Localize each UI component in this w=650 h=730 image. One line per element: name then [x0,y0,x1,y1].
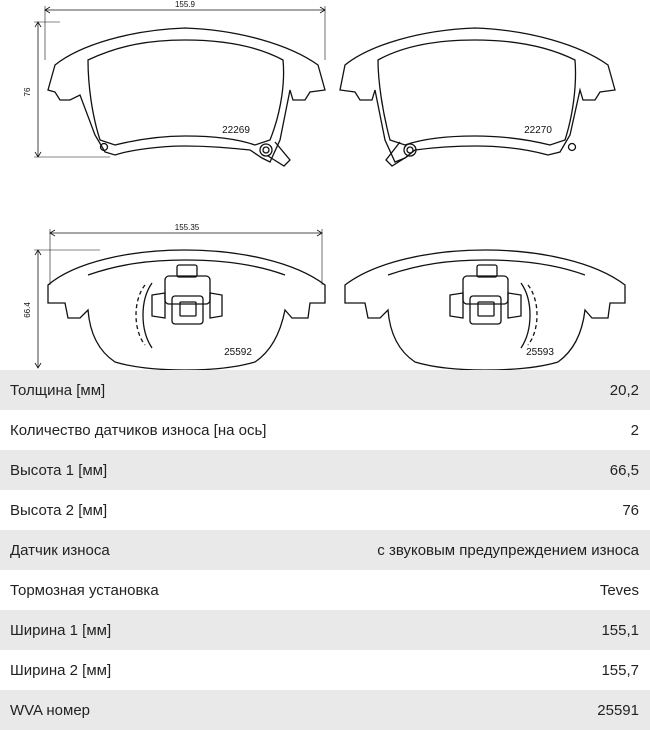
spec-row-height-1 [0,450,650,490]
spec-label: Высота 2 [мм] [10,501,108,519]
pad-number-top-right: 22270 [524,125,552,136]
top-height-dimension [23,22,110,157]
spec-value: 25591 [597,701,639,719]
spec-label: Толщина [мм] [10,381,106,399]
spec-value: 76 [622,501,639,519]
brake-pad-top-left [48,28,325,166]
spec-row-thickness [0,370,650,410]
spec-value: Teves [599,581,639,599]
pad-number-bottom-right: 25593 [526,347,554,358]
spec-value: 155,7 [601,661,639,679]
spec-label: Тормозная установка [10,581,159,599]
spec-row-width-1 [0,610,650,650]
spec-row-wva-number [0,690,650,730]
brake-pad-top-right [340,28,615,166]
spec-value: с звуковым предупреждением износа [377,541,639,559]
spec-row-brake-system [0,570,650,610]
spec-label: Датчик износа [10,541,110,559]
spec-value: 66,5 [609,461,639,479]
brake-pad-bottom-right [345,250,625,370]
top-width-label: 155.9 [174,0,196,9]
spec-row-height-2 [0,490,650,530]
specifications-table [0,370,650,730]
bottom-height-label: 66.4 [23,302,32,318]
spec-label: Ширина 2 [мм] [10,661,112,679]
spec-value: 155,1 [601,621,639,639]
top-height-label: 76 [23,87,32,97]
spec-value: 2 [630,421,639,439]
bottom-width-label: 155.35 [174,223,200,232]
spec-value: 20,2 [609,381,639,399]
spec-label: Ширина 1 [мм] [10,621,112,639]
spec-label: Высота 1 [мм] [10,461,108,479]
spec-row-width-2 [0,650,650,690]
spec-row-wear-sensor-count [0,410,650,450]
spec-label: Количество датчиков износа [на ось] [10,421,267,439]
spec-label: WVA номер [10,701,91,719]
top-width-dimension [45,0,325,60]
brake-pad-bottom-left [48,250,325,370]
pad-number-bottom-left: 25592 [224,347,252,358]
pad-number-top-left: 22269 [222,125,250,136]
spec-row-wear-sensor [0,530,650,570]
